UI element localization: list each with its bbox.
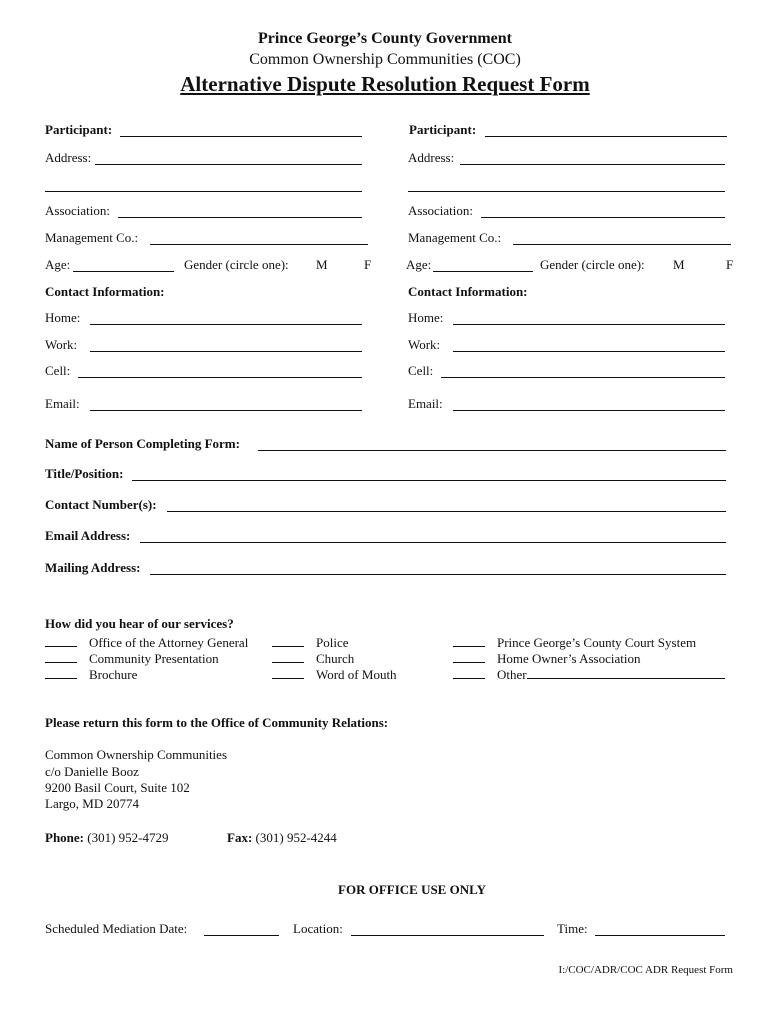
association-right-field[interactable] [481,217,725,218]
association-left-field[interactable] [118,217,362,218]
address-left-label: Address: [45,150,92,165]
participant-right-field[interactable] [485,136,727,137]
work-left-label: Work: [45,337,78,352]
completer-name-label: Name of Person Completing Form: [45,436,240,451]
management-right-label: Management Co.: [408,230,502,245]
email-left-label: Email: [45,396,80,411]
address-left-field-line2[interactable] [45,191,362,192]
completer-mailing-field[interactable] [150,574,726,575]
participant-left-label: Participant: [45,122,113,137]
return-address-line: 9200 Basil Court, Suite 102 [45,780,190,795]
completer-mailing-label: Mailing Address: [45,560,141,575]
page-title: Alternative Dispute Resolution Request Form [180,72,590,96]
other-specify-field[interactable] [527,666,725,679]
referral-option[interactable]: Church [272,650,354,666]
time-field[interactable] [595,935,725,936]
header-program: Common Ownership Communities (COC) [249,51,521,68]
management-left-field[interactable] [150,244,368,245]
age-left-field[interactable] [73,271,174,272]
address-right-label: Address: [408,150,455,165]
cell-left-field[interactable] [78,377,362,378]
checkbox-blank[interactable] [272,634,304,647]
checkbox-blank[interactable] [45,650,77,663]
checkbox-blank[interactable] [45,634,77,647]
mediation-date-field[interactable] [204,935,279,936]
referral-option[interactable]: Prince George’s County Court System [453,634,696,650]
referral-option[interactable]: Office of the Attorney General [45,634,248,650]
work-right-field[interactable] [453,351,725,352]
checkbox-blank[interactable] [272,650,304,663]
return-heading: Please return this form to the Office of Community Relations: [45,715,389,730]
referral-option-other[interactable]: Other [453,666,725,682]
fax-line [227,831,337,846]
cell-right-field[interactable] [441,377,725,378]
participant-left-field[interactable] [120,136,362,137]
email-right-label: Email: [408,396,443,411]
checkbox-blank[interactable] [453,666,485,679]
contact-left-heading: Contact Information: [45,284,165,299]
email-right-field[interactable] [453,410,725,411]
phone-value: (301) 952-4729 [87,830,169,845]
office-use-heading: FOR OFFICE USE ONLY [338,882,486,897]
completer-title-field[interactable] [132,480,726,481]
management-left-label: Management Co.: [45,230,139,245]
gender-left-m[interactable]: M [316,257,328,272]
cell-left-label: Cell: [45,363,71,378]
home-left-label: Home: [45,310,81,325]
participant-right-label: Participant: [409,122,477,137]
completer-title-label: Title/Position: [45,466,124,481]
document-path: I:/COC/ADR/COC ADR Request Form [558,964,733,976]
home-left-field[interactable] [90,324,362,325]
referral-option[interactable]: Word of Mouth [272,666,397,682]
referral-option[interactable]: Home Owner’s Association [453,650,640,666]
home-right-label: Home: [408,310,444,325]
age-left-label: Age: [45,257,71,272]
address-left-field[interactable] [95,164,362,165]
gender-right-f[interactable]: F [726,257,734,272]
completer-contact-field[interactable] [167,511,726,512]
time-label: Time: [557,921,588,936]
phone-line [45,831,169,846]
gender-right-label: Gender (circle one): [540,257,645,272]
email-left-field[interactable] [90,410,362,411]
work-right-label: Work: [408,337,441,352]
location-field[interactable] [351,935,544,936]
checkbox-blank[interactable] [272,666,304,679]
age-right-label: Age: [406,257,432,272]
completer-email-field[interactable] [140,542,726,543]
header-agency: Prince George’s County Government [257,30,512,47]
gender-left-f[interactable]: F [364,257,372,272]
referral-question: How did you hear of our services? [45,616,234,631]
completer-email-label: Email Address: [45,528,131,543]
return-address-line: Largo, MD 20774 [45,796,140,811]
location-label: Location: [293,921,343,936]
association-left-label: Association: [45,203,110,218]
mediation-date-label: Scheduled Mediation Date: [45,921,188,936]
referral-option[interactable]: Police [272,634,349,650]
completer-name-field[interactable] [258,450,726,451]
referral-option[interactable]: Community Presentation [45,650,219,666]
work-left-field[interactable] [90,351,362,352]
fax-label: Fax: [227,830,253,845]
fax-value: (301) 952-4244 [255,830,337,845]
checkbox-blank[interactable] [453,650,485,663]
gender-right-m[interactable]: M [673,257,685,272]
return-address-line: c/o Danielle Booz [45,764,139,779]
checkbox-blank[interactable] [453,634,485,647]
cell-right-label: Cell: [408,363,434,378]
return-address-line: Common Ownership Communities [45,747,227,762]
address-right-field-line2[interactable] [408,191,725,192]
referral-option[interactable]: Brochure [45,666,137,682]
address-right-field[interactable] [460,164,725,165]
completer-contact-label: Contact Number(s): [45,497,157,512]
home-right-field[interactable] [453,324,725,325]
age-right-field[interactable] [433,271,533,272]
contact-right-heading: Contact Information: [408,284,528,299]
gender-left-label: Gender (circle one): [184,257,289,272]
phone-label: Phone: [45,830,84,845]
management-right-field[interactable] [513,244,731,245]
checkbox-blank[interactable] [45,666,77,679]
association-right-label: Association: [408,203,473,218]
